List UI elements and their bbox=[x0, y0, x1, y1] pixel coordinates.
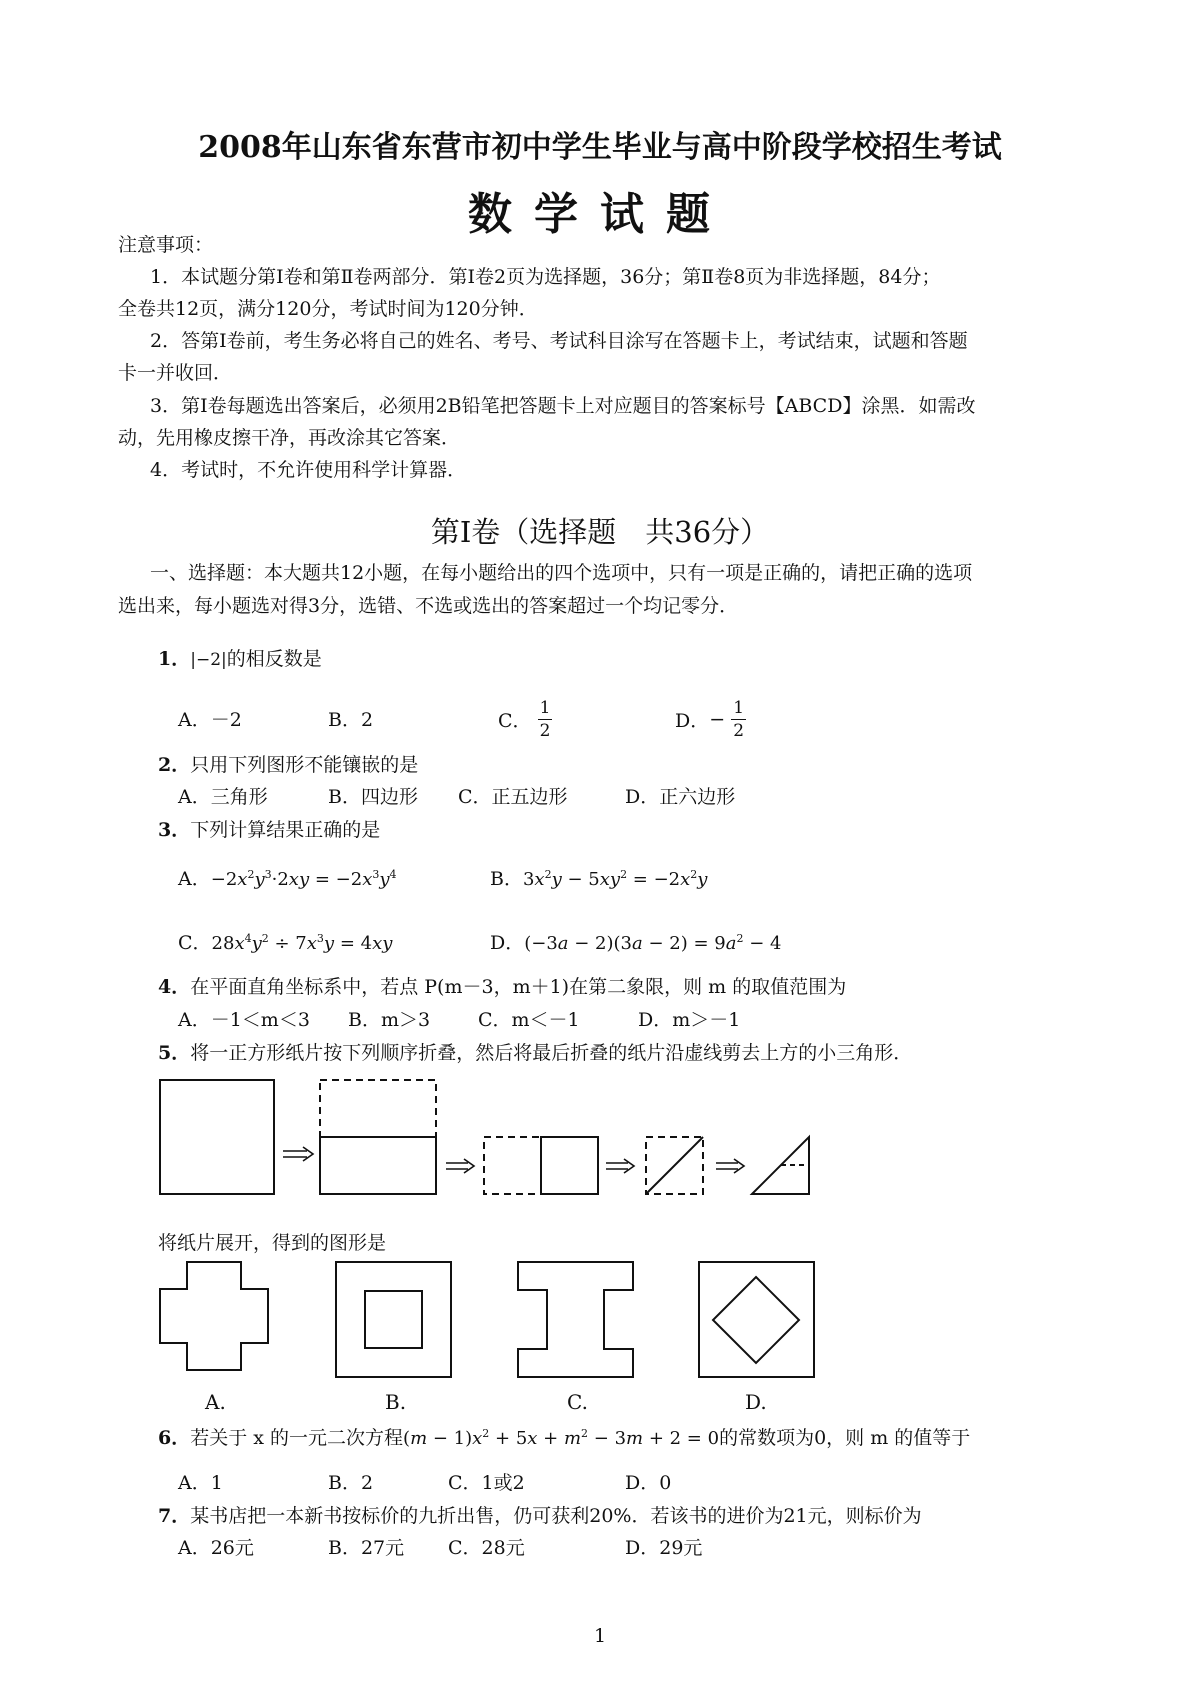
figure-d-diamond bbox=[713, 1277, 799, 1363]
abs-expression: |−2| bbox=[190, 650, 227, 670]
note-1-line-1: 1．本试题分第Ⅰ卷和第Ⅱ卷两部分．第Ⅰ卷2页为选择题，36分；第Ⅱ卷8页为非选择题，84分； bbox=[150, 266, 941, 288]
figure-b-outer-square bbox=[336, 1262, 451, 1377]
q4-option-b: B．m＞3 bbox=[348, 1009, 431, 1031]
q6-option-b: B．2 bbox=[328, 1472, 374, 1494]
note-4: 4．考试时，不允许使用科学计算器． bbox=[150, 459, 467, 481]
question-6 bbox=[158, 1423, 970, 1450]
page-number: 1 bbox=[593, 1625, 607, 1647]
subject-title: 数学试题 bbox=[468, 189, 732, 240]
option-label: C． bbox=[498, 710, 532, 732]
figure-b-label: B. bbox=[385, 1390, 407, 1414]
q6-option-a: A．1 bbox=[178, 1472, 223, 1494]
note-2-line-1: 2．答第Ⅰ卷前，考生务必将自己的姓名、考号、考试科目涂写在答题卡上，考试结束，试题和答题 bbox=[150, 330, 968, 352]
question-stem: 下列计算结果正确的是 bbox=[190, 819, 381, 841]
q1-option-b: B．2 bbox=[328, 709, 374, 731]
figure-b-inner-square bbox=[365, 1291, 422, 1348]
q7-option-a: A．26元 bbox=[178, 1537, 254, 1559]
q1-option-a: A．－2 bbox=[178, 709, 242, 731]
question-number: 2． bbox=[158, 754, 191, 776]
option-label: C． bbox=[178, 932, 212, 954]
question-stem: 将一正方形纸片按下列顺序折叠，然后将最后折叠的纸片沿虚线剪去上方的小三角形． bbox=[190, 1042, 913, 1064]
question-number: 1． bbox=[158, 648, 191, 670]
question-number: 3． bbox=[158, 819, 191, 841]
quadratic-equation: $(m - 1)x^2 + 5x + m^2 - 3m + 2 = 0$ bbox=[403, 1427, 720, 1449]
denominator: 2 bbox=[733, 721, 745, 741]
question-stem: 只用下列图形不能镶嵌的是 bbox=[190, 754, 419, 776]
option-label: D． bbox=[675, 710, 710, 732]
q4-option-d: D．m＞－1 bbox=[638, 1009, 741, 1031]
q6-option-c: C．1或2 bbox=[448, 1472, 525, 1494]
figure-d-label: D. bbox=[745, 1390, 767, 1414]
minus-sign: − bbox=[709, 708, 726, 731]
section-intro-line-1: 一、选择题：本大题共12小题，在每小题给出的四个选项中，只有一项是正确的，请把正确的选项 bbox=[150, 562, 973, 584]
q6-option-d: D．0 bbox=[625, 1472, 672, 1494]
question-stem: 在平面直角坐标系中，若点 P(m－3，m＋1)在第二象限，则 m 的取值范围为 bbox=[190, 976, 847, 998]
notes-heading: 注意事项： bbox=[118, 234, 214, 256]
note-2-line-2: 卡一并收回． bbox=[118, 362, 233, 384]
formula-d: $(-3a - 2)(3a - 2) = 9a^2 - 4$ bbox=[524, 932, 782, 954]
section-intro-line-2: 选出来，每小题选对得3分，选错、不选或选出的答案超过一个均记零分． bbox=[118, 595, 739, 617]
denominator: 2 bbox=[539, 721, 551, 741]
figure-c-i-shape bbox=[518, 1262, 633, 1377]
q5-unfold-prompt: 将纸片展开，得到的图形是 bbox=[158, 1232, 387, 1254]
note-1-line-2: 全卷共12页，满分120分，考试时间为120分钟． bbox=[118, 298, 538, 320]
option-label: D． bbox=[490, 932, 525, 954]
formula-b: $3x^2y - 5xy^2 = -2x^2y$ bbox=[522, 868, 708, 890]
exam-title: 2008年山东省东营市初中学生毕业与高中阶段学校招生考试 bbox=[198, 130, 1002, 165]
figure-a-cross bbox=[160, 1262, 268, 1370]
section-heading: 第Ⅰ卷（选择题 共36分） bbox=[430, 515, 770, 549]
note-3-line-2: 动，先用橡皮擦干净，再改涂其它答案． bbox=[118, 427, 461, 449]
q7-option-d: D．29元 bbox=[625, 1537, 703, 1559]
q4-option-c: C．m＜－1 bbox=[478, 1009, 580, 1031]
q7-option-b: B．27元 bbox=[328, 1537, 405, 1559]
question-number: 5． bbox=[158, 1042, 191, 1064]
question-number: 6． bbox=[158, 1427, 191, 1449]
question-number: 4． bbox=[158, 976, 191, 998]
question-stem: 的相反数是 bbox=[226, 648, 322, 670]
figure-c-label: C. bbox=[567, 1390, 588, 1414]
q2-option-c: C．正五边形 bbox=[458, 786, 568, 808]
question-stem: 某书店把一本新书按标价的九折出售，仍可获利20%．若该书的进价为21元，则标价为 bbox=[190, 1505, 922, 1527]
formula-c: $28x^4y^2 \div 7x^3y = 4xy$ bbox=[211, 932, 393, 954]
q7-option-c: C．28元 bbox=[448, 1537, 525, 1559]
question-stem-start: 若关于 x 的一元二次方程 bbox=[190, 1427, 404, 1449]
option-label: B． bbox=[490, 868, 523, 890]
numerator: 1 bbox=[539, 698, 551, 718]
q4-option-a: A．－1＜m＜3 bbox=[178, 1009, 310, 1031]
numerator: 1 bbox=[733, 698, 745, 718]
figure-a-label: A. bbox=[205, 1390, 226, 1414]
question-number: 7． bbox=[158, 1505, 191, 1527]
q2-option-a: A．三角形 bbox=[178, 786, 268, 808]
q2-option-d: D．正六边形 bbox=[625, 786, 736, 808]
q2-option-b: B．四边形 bbox=[328, 786, 418, 808]
question-stem-end: 的常数项为0，则 m 的值等于 bbox=[719, 1427, 971, 1449]
note-3-line-1: 3．第Ⅰ卷每题选出答案后，必须用2B铅笔把答题卡上对应题目的答案标号【ABCD】涂黑．如需改 bbox=[150, 395, 976, 417]
figure-d-outer-square bbox=[699, 1262, 814, 1377]
formula-a: $-2x^2y^3\cdot 2xy = -2x^3y^4$ bbox=[210, 868, 397, 890]
question-7 bbox=[158, 1501, 922, 1528]
option-label: A． bbox=[178, 868, 211, 890]
